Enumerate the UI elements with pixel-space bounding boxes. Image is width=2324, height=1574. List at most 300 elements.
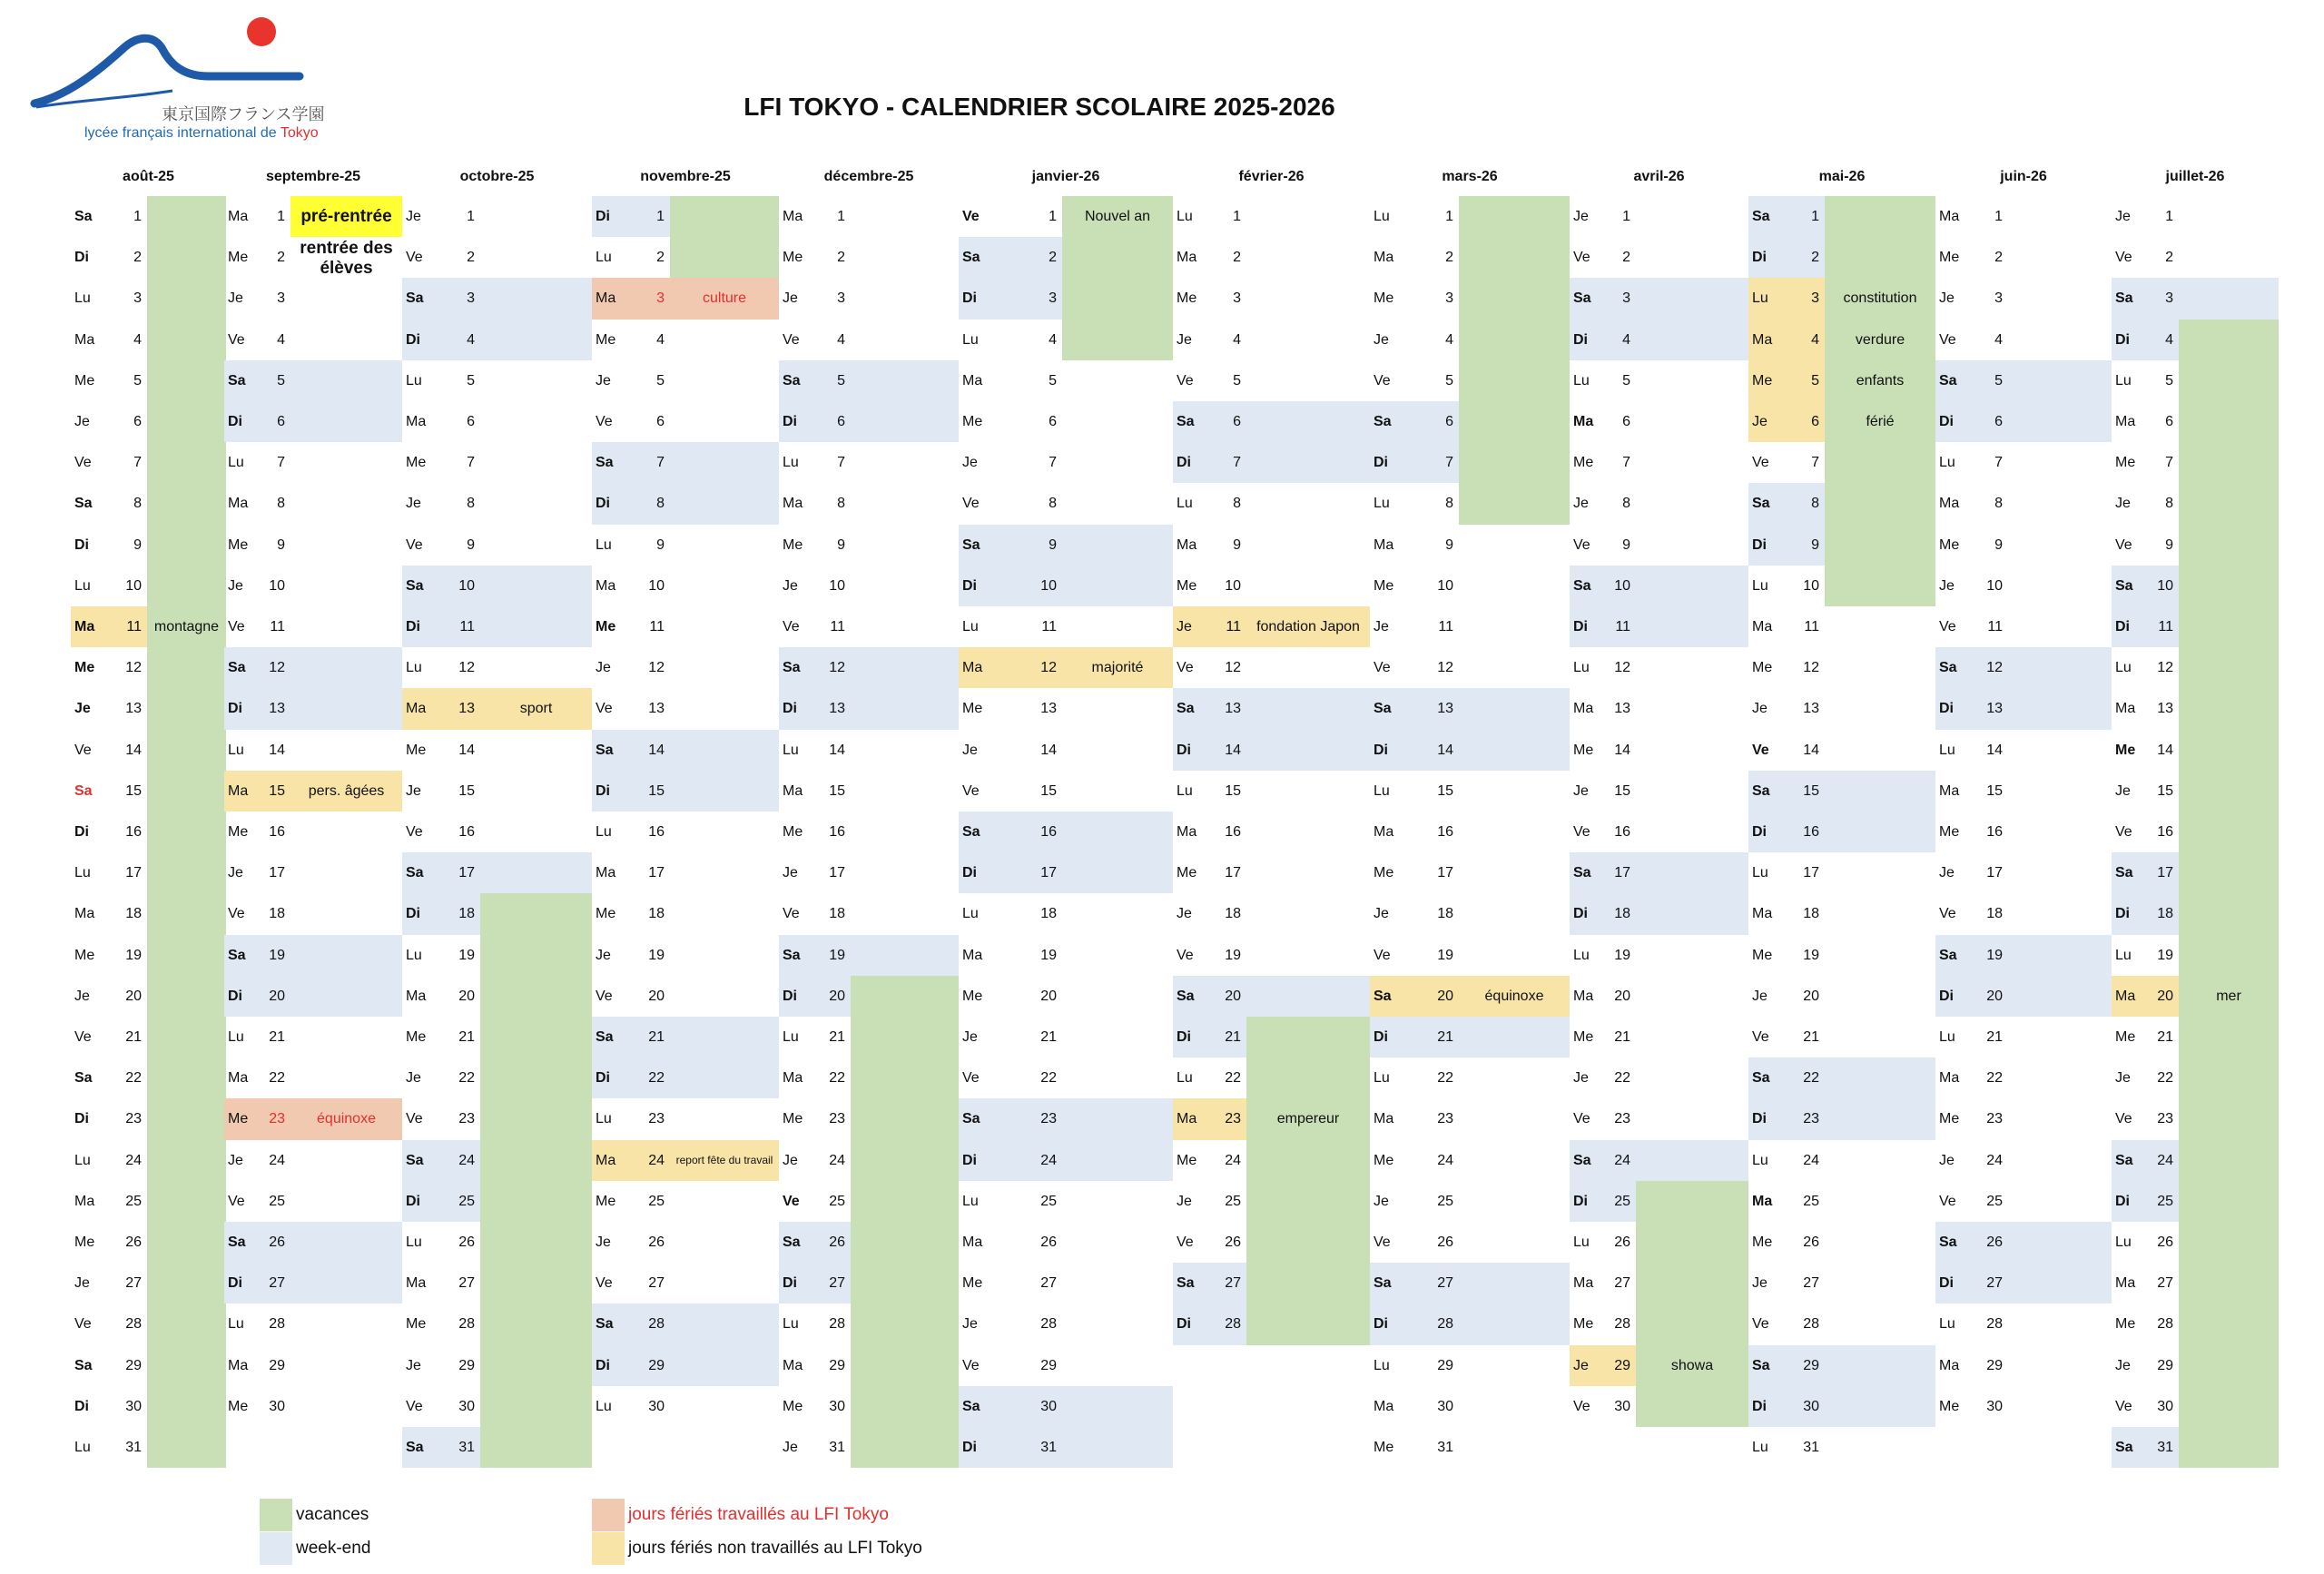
month-name: août-25 — [123, 169, 174, 184]
weekday-label: Di — [1752, 250, 1767, 266]
day-row — [959, 1017, 1062, 1058]
weekday-label: Me — [596, 1193, 616, 1209]
day-number: 26 — [1614, 1235, 1630, 1250]
day-number: 30 — [1614, 1398, 1630, 1414]
weekday-label: Je — [1374, 906, 1389, 922]
day-number: 10 — [458, 577, 475, 594]
weekday-label: Sa — [1752, 496, 1770, 512]
holiday-note: montagne — [153, 619, 220, 635]
weekday-label: Je — [962, 1029, 978, 1045]
day-row — [1935, 1222, 2008, 1263]
weekday-label: Ve — [783, 1193, 800, 1209]
day-number: 5 — [467, 372, 475, 389]
weekday-label: Me — [596, 331, 616, 348]
day-number: 23 — [2157, 1111, 2173, 1127]
day-number: 27 — [458, 1275, 475, 1292]
day-number: 22 — [1803, 1070, 1819, 1087]
day-row — [1370, 730, 1459, 771]
weekday-label: Ve — [1374, 947, 1391, 963]
day-number: 4 — [1445, 331, 1453, 348]
weekday-label: Je — [1573, 782, 1589, 799]
day-number: 14 — [125, 742, 142, 758]
day-row — [1748, 1427, 1825, 1468]
day-row — [71, 1058, 147, 1098]
weekday-label: Je — [783, 865, 798, 881]
day-row — [2112, 606, 2179, 647]
day-number: 1 — [1233, 209, 1241, 224]
day-row — [224, 401, 290, 442]
day-row — [779, 566, 851, 606]
day-number: 13 — [1803, 701, 1819, 717]
weekday-label: Di — [962, 577, 977, 594]
day-number: 1 — [1994, 209, 2003, 224]
weekday-label: Di — [1752, 1398, 1767, 1414]
day-row — [71, 401, 147, 442]
weekday-label: Ma — [962, 947, 983, 963]
weekday-label: Ma — [1177, 250, 1197, 266]
day-number: 3 — [1994, 290, 2003, 307]
weekday-label: Ve — [1573, 824, 1590, 840]
day-number: 12 — [1803, 660, 1819, 676]
weekday-label: Ma — [1374, 536, 1394, 553]
weekday-label: Me — [1939, 1398, 1960, 1414]
day-row — [224, 647, 290, 688]
day-row — [1570, 730, 1636, 771]
day-row — [224, 360, 290, 401]
day-row — [1370, 935, 1459, 976]
weekday-label: Ma — [962, 660, 983, 676]
day-number: 30 — [829, 1398, 845, 1414]
day-row — [2112, 688, 2179, 729]
day-number: 10 — [1614, 577, 1630, 594]
day-row — [1370, 1017, 1459, 1058]
weekday-label: Di — [962, 290, 977, 307]
day-number: 18 — [829, 906, 845, 922]
day-row — [592, 893, 670, 934]
month-name: novembre-25 — [640, 169, 731, 184]
day-number: 21 — [2157, 1029, 2173, 1045]
weekday-label: Me — [1752, 1235, 1773, 1250]
weekday-label: Di — [596, 1070, 610, 1087]
day-number: 4 — [1994, 331, 2003, 348]
day-number: 8 — [1445, 496, 1453, 512]
day-row — [224, 196, 290, 237]
day-number: 7 — [837, 455, 845, 471]
holiday-note: fondation Japon — [1256, 619, 1360, 635]
day-row — [1173, 1140, 1246, 1181]
day-number: 27 — [1803, 1275, 1819, 1292]
day-number: 10 — [1437, 577, 1453, 594]
day-number: 27 — [648, 1275, 665, 1292]
day-row — [1748, 771, 1825, 812]
weekday-label: Sa — [1177, 1275, 1195, 1292]
day-row — [1370, 1303, 1459, 1344]
day-number: 6 — [467, 414, 475, 429]
weekday-label: Ma — [596, 1152, 616, 1168]
weekday-label: Ve — [596, 701, 613, 717]
day-number: 25 — [269, 1193, 285, 1209]
weekday-label: Ve — [1374, 1235, 1391, 1250]
weekday-label: Me — [1573, 742, 1594, 758]
day-row — [779, 1263, 851, 1303]
day-number: 22 — [1225, 1070, 1241, 1087]
day-row — [402, 1386, 480, 1427]
day-number: 4 — [656, 331, 665, 348]
weekday-label: Je — [596, 1235, 611, 1250]
day-number: 2 — [1622, 250, 1630, 266]
day-row — [71, 893, 147, 934]
weekday-label: Ma — [1374, 250, 1394, 266]
day-row — [224, 1263, 290, 1303]
weekday-label: Di — [1374, 742, 1388, 758]
day-number: 29 — [1437, 1357, 1453, 1373]
day-number: 11 — [1804, 619, 1819, 635]
day-row — [1173, 976, 1246, 1017]
holiday-note: Nouvel an — [1084, 209, 1151, 224]
day-number: 18 — [125, 906, 142, 922]
day-number: 19 — [1986, 947, 2003, 963]
day-number: 19 — [269, 947, 285, 963]
weekday-label: Di — [1939, 988, 1954, 1004]
weekday-label: Ma — [1374, 824, 1394, 840]
day-number: 16 — [1225, 824, 1241, 840]
day-number: 21 — [458, 1029, 475, 1045]
day-row — [1370, 812, 1459, 852]
day-number: 6 — [656, 414, 665, 429]
day-number: 4 — [133, 331, 142, 348]
day-row — [959, 1058, 1062, 1098]
weekday-label: Ve — [1939, 1193, 1956, 1209]
day-number: 16 — [2157, 824, 2173, 840]
day-number: 2 — [1994, 250, 2003, 266]
day-number: 11 — [649, 619, 665, 635]
day-row — [1748, 1222, 1825, 1263]
weekday-label: Di — [1573, 331, 1588, 348]
weekday-label: Lu — [596, 536, 612, 553]
day-number: 24 — [1225, 1152, 1241, 1168]
month-name: juillet-26 — [2165, 169, 2225, 184]
weekday-label: Je — [962, 455, 978, 471]
day-row — [1173, 935, 1246, 976]
logo-kanji: 東京国際フランス学園 — [162, 105, 325, 124]
day-number: 30 — [1437, 1398, 1453, 1414]
day-row — [1748, 1181, 1825, 1222]
day-row — [402, 893, 480, 934]
day-row — [779, 1140, 851, 1181]
day-number: 4 — [1049, 331, 1057, 348]
day-number: 9 — [277, 536, 285, 553]
weekday-label: Di — [962, 1152, 977, 1168]
day-number: 14 — [458, 742, 475, 758]
day-row — [1570, 525, 1636, 566]
weekday-label: Sa — [596, 455, 614, 471]
day-number: 13 — [1986, 701, 2003, 717]
weekday-label: Sa — [228, 372, 246, 389]
day-number: 11 — [1041, 619, 1057, 635]
day-number: 7 — [2165, 455, 2173, 471]
day-number: 29 — [1986, 1357, 2003, 1373]
weekday-label: Sa — [1374, 701, 1392, 717]
weekday-label: Je — [2115, 1070, 2131, 1087]
day-row — [1935, 566, 2008, 606]
day-row — [1570, 237, 1636, 278]
day-row — [2112, 1017, 2179, 1058]
weekday-label: Me — [406, 455, 427, 471]
weekday-label: Sa — [228, 1235, 246, 1250]
weekday-label: Sa — [406, 577, 424, 594]
cell-highlight-v — [1246, 1017, 1370, 1345]
weekday-label: Ve — [1374, 372, 1391, 389]
weekday-label: Sa — [1939, 660, 1957, 676]
weekday-label: Ve — [228, 1193, 245, 1209]
day-row — [2112, 442, 2179, 483]
day-number: 24 — [1614, 1152, 1630, 1168]
weekday-label: Di — [1177, 742, 1191, 758]
day-row — [592, 1386, 670, 1427]
weekday-label: Sa — [1177, 701, 1195, 717]
day-number: 20 — [2157, 988, 2173, 1004]
day-row — [2112, 360, 2179, 401]
day-row — [959, 237, 1062, 278]
day-number: 27 — [1437, 1275, 1453, 1292]
weekday-label: Me — [1177, 865, 1197, 881]
day-number: 13 — [1040, 701, 1057, 717]
day-row — [224, 1058, 290, 1098]
weekday-label: Di — [74, 1398, 89, 1414]
month-name: avril-26 — [1633, 169, 1685, 184]
day-number: 3 — [1049, 290, 1057, 307]
weekday-label: Lu — [406, 947, 422, 963]
day-row — [1570, 401, 1636, 442]
day-row — [1173, 893, 1246, 934]
day-row — [2112, 196, 2179, 237]
day-row — [779, 812, 851, 852]
day-row — [402, 320, 480, 360]
day-number: 5 — [2165, 372, 2173, 389]
holiday-note: pré-rentrée — [300, 207, 392, 226]
day-row — [779, 483, 851, 524]
day-number: 12 — [2157, 660, 2173, 676]
holiday-note: showa — [1670, 1357, 1714, 1373]
day-number: 3 — [1233, 290, 1241, 307]
weekday-label: Sa — [1939, 1235, 1957, 1250]
day-number: 19 — [1614, 947, 1630, 963]
weekday-label: Me — [228, 1398, 249, 1414]
day-row — [224, 1345, 290, 1386]
day-row — [779, 1386, 851, 1427]
day-row — [1935, 730, 2008, 771]
weekday-label: Me — [406, 1029, 427, 1045]
page-title: LFI TOKYO - CALENDRIER SCOLAIRE 2025-2026 — [743, 93, 1335, 121]
day-row — [2112, 237, 2179, 278]
weekday-label: Je — [783, 290, 798, 307]
day-row — [1748, 566, 1825, 606]
day-row — [71, 1263, 147, 1303]
day-row — [1935, 1058, 2008, 1098]
day-row — [402, 688, 480, 729]
day-row — [1570, 1303, 1636, 1344]
day-number: 7 — [1622, 455, 1630, 471]
day-row — [402, 360, 480, 401]
day-number: 12 — [458, 660, 475, 676]
day-row — [1173, 442, 1246, 483]
day-row — [779, 196, 851, 237]
day-number: 8 — [837, 496, 845, 512]
day-row — [71, 525, 147, 566]
day-number: 28 — [269, 1316, 285, 1333]
weekday-label: Me — [1374, 577, 1394, 594]
weekday-label: Ma — [1939, 782, 1960, 799]
weekday-label: Je — [1573, 1070, 1589, 1087]
weekday-label: Lu — [228, 742, 244, 758]
day-number: 17 — [125, 865, 142, 881]
day-row — [1173, 852, 1246, 893]
day-row — [402, 606, 480, 647]
weekday-label: Ma — [783, 496, 803, 512]
day-row — [1935, 1386, 2008, 1427]
weekday-label: Je — [596, 947, 611, 963]
day-row — [1570, 976, 1636, 1017]
day-number: 18 — [1986, 906, 2003, 922]
day-row — [402, 771, 480, 812]
weekday-label: Ve — [1573, 536, 1590, 553]
weekday-label: Sa — [406, 865, 424, 881]
weekday-label: Je — [1374, 619, 1389, 635]
day-row — [1370, 976, 1459, 1017]
day-row — [1370, 1222, 1459, 1263]
day-number: 23 — [1225, 1111, 1241, 1127]
day-number: 7 — [467, 455, 475, 471]
day-number: 20 — [1040, 988, 1057, 1004]
day-number: 1 — [277, 209, 285, 224]
day-row — [71, 771, 147, 812]
day-number: 28 — [1040, 1316, 1057, 1333]
day-row — [402, 1140, 480, 1181]
day-row — [2112, 852, 2179, 893]
weekday-label: Ve — [2115, 536, 2132, 553]
holiday-note: enfants — [1856, 372, 1905, 389]
weekday-label: Je — [962, 742, 978, 758]
day-number: 27 — [269, 1275, 285, 1292]
day-row — [2112, 812, 2179, 852]
day-row — [1173, 1017, 1246, 1058]
day-row — [402, 566, 480, 606]
day-number: 18 — [1040, 906, 1057, 922]
cell-highlight-v — [670, 196, 779, 278]
weekday-label: Ma — [962, 372, 983, 389]
day-number: 7 — [1445, 455, 1453, 471]
day-number: 4 — [2165, 331, 2173, 348]
weekday-label: Lu — [228, 1316, 244, 1333]
day-row — [1935, 525, 2008, 566]
day-number: 15 — [458, 782, 475, 799]
weekday-label: Me — [783, 1111, 803, 1127]
weekday-label: Sa — [596, 1029, 614, 1045]
day-number: 24 — [125, 1152, 142, 1168]
weekday-label: Me — [2115, 1316, 2136, 1333]
day-number: 5 — [1049, 372, 1057, 389]
weekday-label: Sa — [74, 209, 93, 224]
weekday-label: Di — [962, 865, 977, 881]
day-row — [1570, 1181, 1636, 1222]
day-number: 16 — [648, 824, 665, 840]
day-number: 29 — [125, 1357, 142, 1373]
weekday-label: Lu — [783, 742, 799, 758]
day-row — [779, 1181, 851, 1222]
day-number: 22 — [1614, 1070, 1630, 1087]
day-number: 25 — [1986, 1193, 2003, 1209]
weekday-label: Ma — [228, 782, 249, 799]
day-number: 17 — [1614, 865, 1630, 881]
weekday-label: Lu — [962, 331, 979, 348]
day-row — [592, 401, 670, 442]
day-number: 24 — [1803, 1152, 1819, 1168]
day-row — [71, 278, 147, 319]
day-number: 24 — [648, 1152, 665, 1168]
day-number: 18 — [1803, 906, 1819, 922]
weekday-label: Di — [1374, 455, 1388, 471]
day-number: 21 — [1040, 1029, 1057, 1045]
day-number: 23 — [1986, 1111, 2003, 1127]
day-row — [2112, 730, 2179, 771]
weekday-label: Ve — [2115, 1398, 2132, 1414]
day-number: 26 — [125, 1235, 142, 1250]
day-number: 1 — [467, 209, 475, 224]
weekday-label: Lu — [596, 824, 612, 840]
weekday-label: Ve — [406, 536, 423, 553]
weekday-label: Ma — [2115, 988, 2136, 1004]
day-row — [1173, 401, 1246, 442]
weekday-label: Me — [962, 988, 983, 1004]
day-row — [71, 1098, 147, 1139]
weekday-label: Ma — [2115, 701, 2136, 717]
day-number: 20 — [829, 988, 845, 1004]
day-number: 7 — [656, 455, 665, 471]
weekday-label: Sa — [1752, 209, 1770, 224]
day-row — [1370, 771, 1459, 812]
day-row — [959, 196, 1062, 237]
weekday-label: Ve — [1177, 660, 1194, 676]
day-number: 3 — [1811, 290, 1819, 307]
day-row — [224, 1181, 290, 1222]
weekday-label: Je — [406, 1357, 421, 1373]
weekday-label: Me — [1573, 1316, 1594, 1333]
day-row — [1370, 237, 1459, 278]
day-number: 2 — [467, 250, 475, 266]
weekday-label: Me — [74, 1235, 95, 1250]
holiday-note: rentrée des élèves — [300, 239, 393, 279]
legend-label-weekend: week-end — [296, 1539, 371, 1558]
day-row — [959, 1098, 1062, 1139]
day-row — [1935, 237, 2008, 278]
weekday-label: Ve — [1374, 660, 1391, 676]
weekday-label: Me — [1939, 1111, 1960, 1127]
day-row — [402, 278, 480, 319]
day-row — [592, 647, 670, 688]
cell-highlight-v — [1459, 196, 1570, 525]
day-number: 28 — [829, 1316, 845, 1333]
day-row — [1570, 1345, 1636, 1386]
day-row — [1748, 1386, 1825, 1427]
day-row — [959, 360, 1062, 401]
day-number: 3 — [1445, 290, 1453, 307]
day-number: 22 — [458, 1070, 475, 1087]
weekday-label: Di — [2115, 906, 2130, 922]
weekday-label: Ve — [406, 250, 423, 266]
day-number: 8 — [467, 496, 475, 512]
day-row — [224, 852, 290, 893]
day-row — [71, 1345, 147, 1386]
